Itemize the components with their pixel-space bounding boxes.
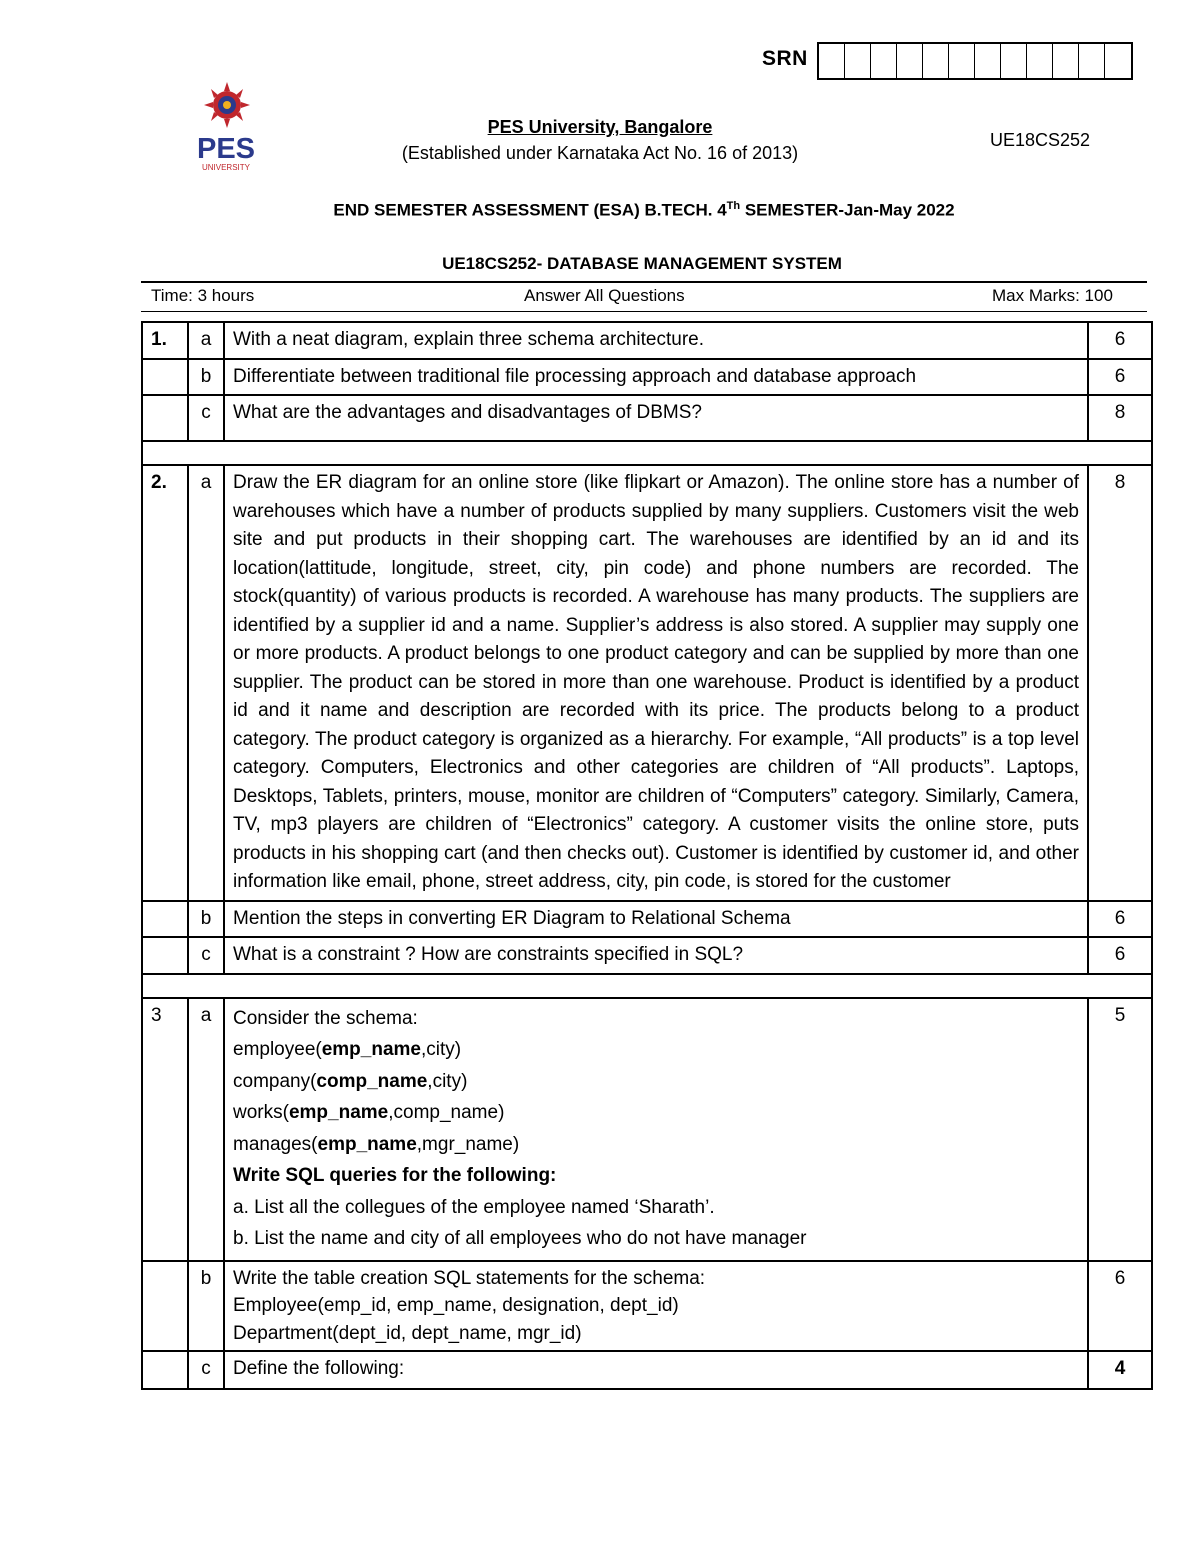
marks: 6 — [1088, 322, 1152, 359]
divider — [141, 281, 1147, 283]
schema-relation: employee(emp_name,city) — [233, 1039, 462, 1060]
questions-table — [141, 321, 1153, 1390]
question-number: 2. — [142, 465, 188, 901]
srn-box[interactable] — [1027, 44, 1053, 78]
question-text: Mention the steps in converting ER Diagram to Relational Schema — [224, 901, 1088, 938]
exam-duration: Time: 3 hours — [151, 286, 255, 305]
task-item: b. List the name and city of all employees who do not have manager — [233, 1228, 807, 1249]
established-note: (Established under Karnataka Act No. 16 of 2013) — [401, 143, 799, 163]
srn-box[interactable] — [845, 44, 871, 78]
logo-text: PES — [196, 133, 256, 165]
srn-box[interactable] — [1105, 44, 1131, 78]
question-row — [142, 359, 1152, 396]
subquestion-label: a — [188, 322, 224, 359]
srn-box[interactable] — [1001, 44, 1027, 78]
question-text: With a neat diagram, explain three schema architecture. — [224, 322, 1088, 359]
exam-instructions: Answer All Questions — [524, 286, 685, 305]
question-text — [224, 998, 1088, 1261]
marks: 6 — [1088, 359, 1152, 396]
question-line: Employee(emp_id, emp_name, designation, dept_id) — [233, 1295, 679, 1317]
srn-boxes — [817, 42, 1133, 80]
question-row — [142, 465, 1152, 901]
question-line: Write the table creation SQL statements for the schema: — [233, 1267, 706, 1289]
question-number: 1. — [142, 322, 188, 359]
task-item: a. List all the collegues of the employee named ‘Sharath’. — [233, 1196, 715, 1218]
schema-intro: Consider the schema: — [233, 1007, 418, 1029]
marks: 6 — [1088, 1261, 1152, 1352]
schema-relation: works(emp_name,comp_name) — [233, 1102, 505, 1123]
question-text — [224, 1261, 1088, 1352]
logo-subtext: UNIVERSITY — [201, 163, 251, 172]
course-code: UE18CS252 — [990, 130, 1091, 150]
marks: 6 — [1088, 937, 1152, 974]
question-text: Differentiate between traditional file processing approach and database approach — [224, 359, 1088, 396]
question-row — [142, 998, 1152, 1261]
marks: 4 — [1088, 1351, 1152, 1389]
srn-box[interactable] — [949, 44, 975, 78]
schema-relation: manages(emp_name,mgr_name) — [233, 1133, 520, 1155]
question-row — [142, 395, 1152, 441]
university-name: PES University, Bangalore — [487, 117, 713, 137]
question-number: 3 — [142, 998, 188, 1261]
question-text: What are the advantages and disadvantages of DBMS? — [224, 395, 1088, 441]
srn-box[interactable] — [871, 44, 897, 78]
subquestion-label: c — [188, 1351, 224, 1389]
srn-box[interactable] — [923, 44, 949, 78]
subquestion-label: b — [188, 359, 224, 396]
spacer-row — [142, 974, 1152, 998]
question-row — [142, 1261, 1152, 1352]
divider — [141, 311, 1147, 312]
subquestion-label: a — [188, 998, 224, 1261]
question-text: What is a constraint ? How are constraints specified in SQL? — [224, 937, 1088, 974]
marks: 5 — [1088, 998, 1152, 1261]
srn-box[interactable] — [1053, 44, 1079, 78]
srn-box[interactable] — [897, 44, 923, 78]
schema-relation: company(comp_name,city) — [233, 1070, 468, 1092]
spacer-row — [142, 441, 1152, 465]
task-heading: Write SQL queries for the following: — [233, 1165, 557, 1186]
subquestion-label: c — [188, 395, 224, 441]
subquestion-label: a — [188, 465, 224, 901]
marks: 8 — [1088, 465, 1152, 901]
question-row — [142, 901, 1152, 938]
course-title: UE18CS252- DATABASE MANAGEMENT SYSTEM — [442, 254, 842, 273]
subquestion-label: b — [188, 1261, 224, 1352]
subquestion-label: b — [188, 901, 224, 938]
marks: 8 — [1088, 395, 1152, 441]
question-row — [142, 937, 1152, 974]
exam-title: END SEMESTER ASSESSMENT (ESA) B.TECH. 4Th SEMESTER-Jan-May 2022 — [333, 200, 955, 220]
question-row — [142, 322, 1152, 359]
question-text: Define the following: — [224, 1351, 1088, 1389]
marks: 6 — [1088, 901, 1152, 938]
srn-label: SRN — [762, 47, 808, 70]
question-row — [142, 1351, 1152, 1389]
srn-box[interactable] — [975, 44, 1001, 78]
subquestion-label: c — [188, 937, 224, 974]
question-line: Department(dept_id, dept_name, mgr_id) — [233, 1322, 582, 1344]
srn-box[interactable] — [1079, 44, 1105, 78]
max-marks: Max Marks: 100 — [992, 286, 1113, 305]
question-text: Draw the ER diagram for an online store (like flipkart or Amazon). The online store has a number of warehouses which have a number of products supplied by many suppliers. Customers visit the web site and put products in their shopping cart. The warehouses are identified by an id and its location(lattitude, longitude, street, city, pin code) and phone numbers are recorded. The stock(quantity) of various products is recorded. A warehouse has many products. The suppliers are identified by a supplier id and a name. Supplier’s address is also stored. A supplier may supply one or more products. A product belongs to one product category and can be supplied by more than one supplier. The product can be stored in more than one warehouse. Product is identified by a product id and it name and description are recorded with its price. The products belong to a product category. The product category is organized as a hierarchy. For example, “All products” is a top level category. Computers, Electronics and other categories are children of “All products”. Laptops, Desktops, Tablets, printers, mouse, monitor are children of “Computers” category. Similarly, Camera, TV, mp3 players are children of “Electronics” category. A customer visits the online store, puts products in his shopping cart (and then checks out). Customer is identified by customer id, and other information like email, phone, street address, city, pin code, is stored for the customer — [224, 465, 1088, 901]
srn-box[interactable] — [819, 44, 845, 78]
